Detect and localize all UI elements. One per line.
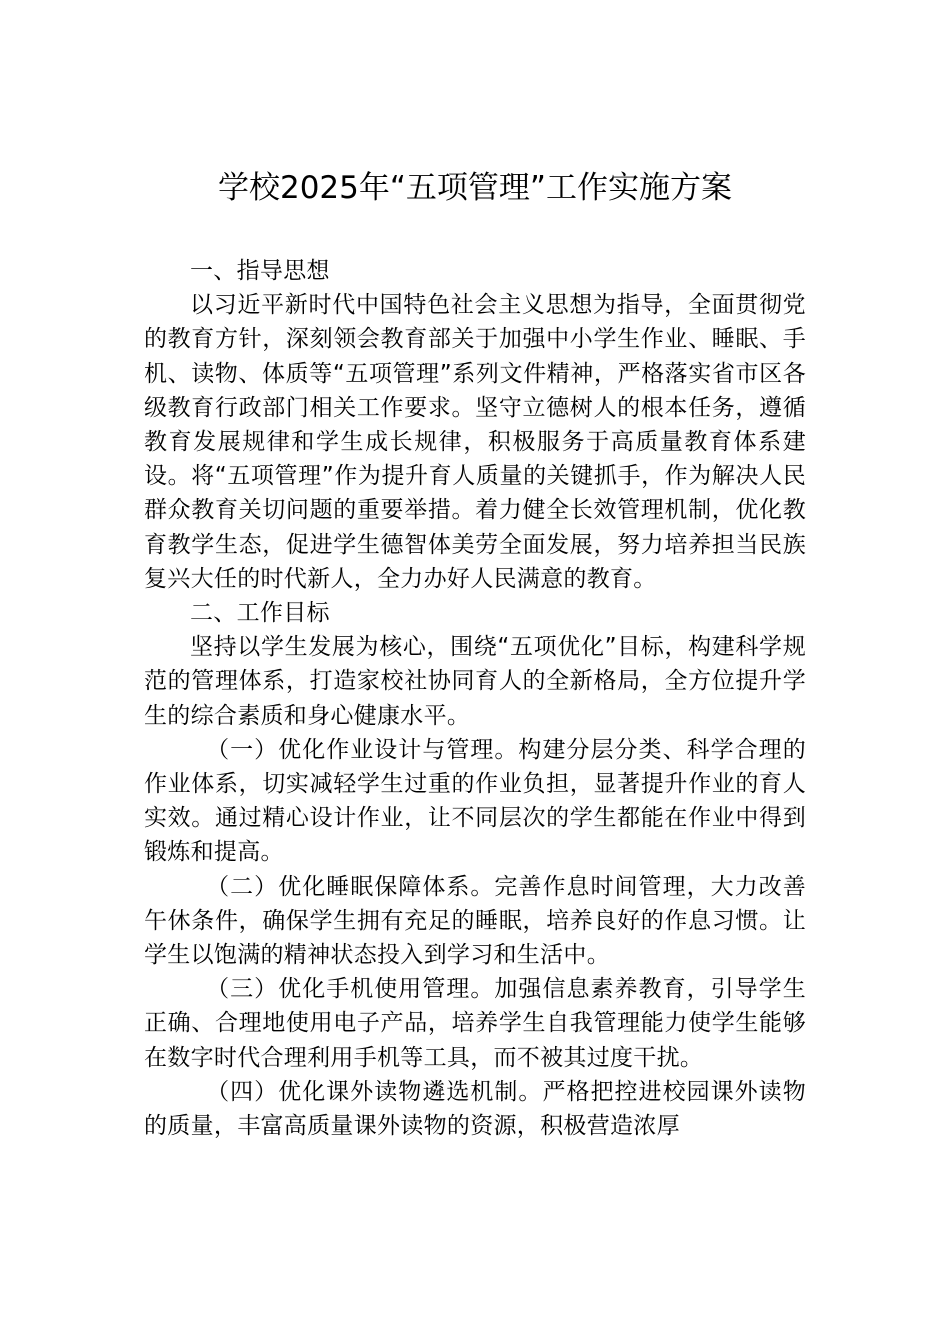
document-title: 学校2025年“五项管理”工作实施方案 xyxy=(217,170,732,206)
list-item-sleep: （二）优化睡眠保障体系。完善作息时间管理，大力改善午休条件，确保学生拥有充足的睡眠，培养良好的作息习惯。让学生以饱满的精神状态投入到学习和生活中。 xyxy=(144,873,806,969)
list-item-phone: （三）优化手机使用管理。加强信息素养教育，引导学生正确、合理地使用电子产品，培养学生自我管理能力使学生能够在数字时代合理利用手机等工具，而不被其过度干扰。 xyxy=(144,976,806,1071)
list-item-homework: （一）优化作业设计与管理。构建分层分类、科学合理的作业体系，切实减轻学生过重的作业负担，显著提升作业的育人实效。通过精心设计作业，让不同层次的学生都能在作业中得到锻炼和提高。 xyxy=(144,736,806,866)
paragraph-work-goals: 坚持以学生发展为核心，围绕“五项优化”目标，构建科学规范的管理体系，打造家校社协同育人的全新格局，全方位提升学生的综合素质和身心健康水平。 xyxy=(144,634,806,729)
list-item-reading: （四）优化课外读物遴选机制。严格把控进校园课外读物的质量，丰富高质量课外读物的资源，积极营造浓厚 xyxy=(144,1078,806,1140)
section-heading-work-goals: 二、工作目标 xyxy=(190,600,330,627)
paragraph-guiding-thought: 以习近平新时代中国特色社会主义思想为指导，全面贯彻党的教育方针，深刻领会教育部关于加强中小学生作业、睡眠、手机、读物、体质等“五项管理”系列文件精神，严格落实省市区各级教育行政部门相关工作要求。坚守立德树人的根本任务，遵循教育发展规律和学生成长规律，积极服务于高质量教育体系建设。将“五项管理”作为提升育人质量的关键抓手，作为解决人民群众教育关切问题的重要举措。着力健全长效管理机制，优化教育教学生态，促进学生德智体美劳全面发展，努力培养担当民族复兴大任的时代新人，全力办好人民满意的教育。 xyxy=(144,292,806,592)
section-heading-guiding-thought: 一、指导思想 xyxy=(190,258,330,284)
document-body xyxy=(144,254,806,1143)
